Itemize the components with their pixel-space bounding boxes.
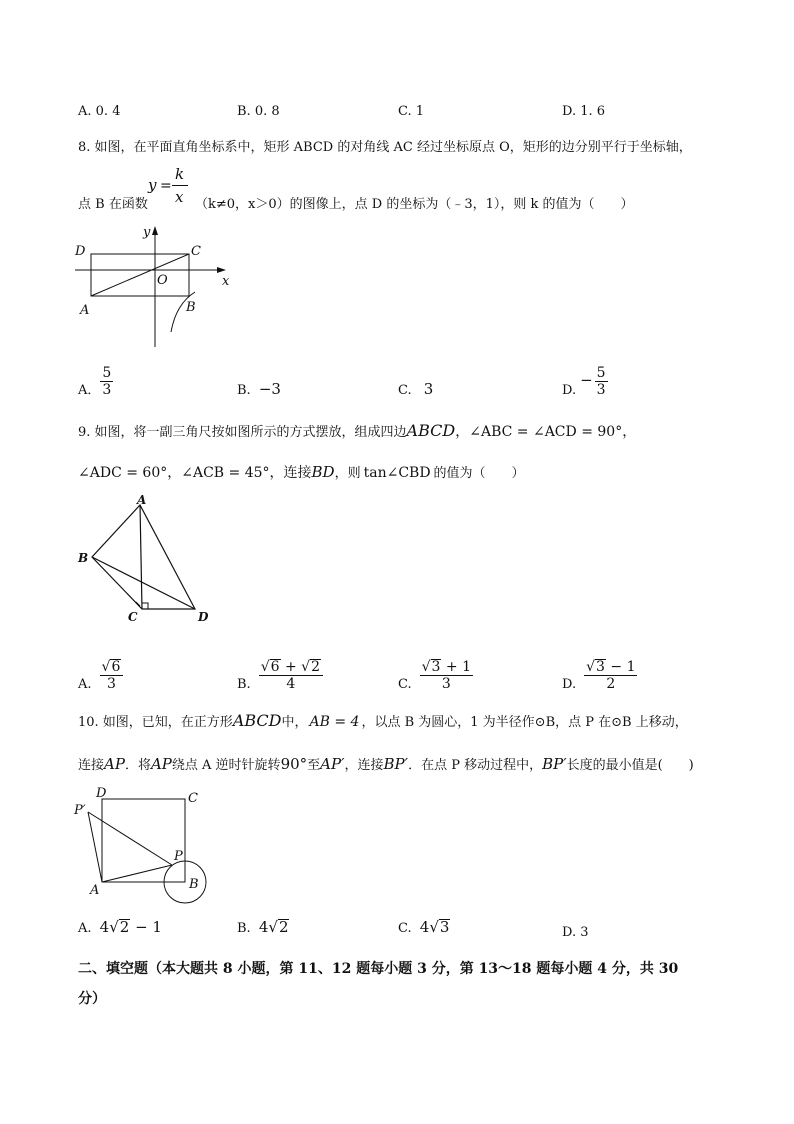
- q10-option-b-radicand: 2: [278, 918, 289, 936]
- q8-option-d-num: 5: [596, 365, 606, 381]
- q9-angle-values: ∠ADC = 60°，∠ACB = 45°，连接: [78, 465, 312, 481]
- q9-option-a-den: 3: [106, 676, 116, 692]
- q9-option-c-den: 3: [441, 676, 451, 692]
- q7-option-c: C. 1: [398, 104, 425, 119]
- q10-segment-ap: AP: [104, 755, 125, 773]
- q10-stem-intro: 10. 如图，已知，在正方形: [78, 715, 233, 730]
- q9-diagonal-ac: [140, 505, 142, 609]
- q8-func-y: y: [148, 176, 157, 194]
- q9-option-d-tail: − 1: [605, 659, 636, 675]
- q8-option-a-num: 5: [102, 365, 112, 381]
- q8-option-a: [78, 360, 113, 398]
- q9-stem-line1-text: 9. 如图，将一副三角尺按如图所示的方式摆放，组成四边: [78, 425, 407, 440]
- q9-quad-name: ABCD: [406, 421, 456, 440]
- q10-option-b-prefix: B.: [237, 921, 251, 936]
- q9-option-b-plus: +: [280, 659, 302, 675]
- q10-option-d: D. 3: [562, 925, 589, 940]
- q10-segment-bpp-2: BP′: [542, 755, 567, 773]
- q8-option-d-sign: −: [580, 371, 593, 389]
- q10-label-p: P: [174, 849, 183, 864]
- q9-stem-then: ，则: [334, 466, 361, 481]
- q10-option-c-coef: 4: [419, 918, 430, 936]
- q10-figure: [70, 782, 220, 904]
- q10-square: [102, 799, 185, 882]
- q9-right-angle-c: [142, 603, 148, 609]
- q10-option-a-radicand: 2: [119, 918, 130, 936]
- q8-option-a-den: 3: [102, 382, 112, 398]
- q9-label-a: A: [137, 495, 147, 507]
- q9-option-d-den: 2: [606, 676, 616, 692]
- q8-x-arrow: [217, 267, 226, 273]
- section2-heading-line1: 二、填空题（本大题共 8 小题，第 11、12 题每小题 3 分，第 13～18 题每小题 4 分，共 30: [78, 961, 679, 977]
- q8-option-b-prefix: B.: [237, 383, 251, 398]
- q9-option-a-prefix: A.: [78, 677, 92, 692]
- q8-diagonal-ac: [91, 254, 189, 296]
- q9-option-b-prefix: B.: [237, 677, 251, 692]
- q9-option-b-radicand-2: 2: [311, 659, 321, 675]
- q9-option-c: C. $\frac{√3 + 1}{3}$: [398, 659, 472, 692]
- q9-option-d-prefix: D.: [562, 677, 577, 692]
- q10-stem-connect: 连接: [78, 758, 105, 773]
- q8-option-c-value: 3: [423, 380, 434, 398]
- q10-stem-rotate: ．将: [124, 758, 151, 773]
- q10-option-a: A. 4√2 − 1: [78, 918, 162, 936]
- q10-segment-ap-line: [102, 865, 172, 882]
- q8-option-b: [237, 380, 281, 398]
- q8-option-d-prefix: D.: [562, 383, 577, 398]
- q9-figure: [70, 495, 220, 627]
- q10-option-a-tail: − 1: [130, 918, 162, 936]
- q10-segment-bpp: BP′: [383, 755, 409, 773]
- q10-square-name: ABCD: [232, 711, 282, 730]
- q8-figure: [70, 222, 240, 350]
- q10-segment-ap-2: AP: [150, 755, 172, 773]
- q8-option-d-den: 3: [596, 382, 606, 398]
- q8-func-k: k: [175, 165, 185, 183]
- q9-option-c-prefix: C.: [398, 677, 412, 692]
- q10-option-a-coef: 4: [99, 918, 110, 936]
- q9-option-b-radicand-1: 6: [270, 659, 280, 675]
- q8-label-a: A: [80, 303, 90, 318]
- q9-option-d-radicand: 3: [596, 659, 605, 675]
- q8-stem-line2-b: （k≠0，x＞0）的图像上，点 D 的坐标为（﹣3，1），则 k 的值为（ ）: [195, 197, 634, 212]
- q10-option-c-prefix: C.: [398, 921, 412, 936]
- q7-option-a: A. 0. 4: [78, 104, 121, 119]
- q10-label-d: D: [96, 786, 107, 801]
- q8-label-x: x: [222, 274, 230, 289]
- q8-label-b: B: [186, 300, 196, 315]
- q9-option-a: A. $\frac{√6}{3}$: [78, 648, 123, 692]
- q10-stem-min: 长度的最小值是( ): [566, 758, 694, 773]
- q10-option-c: C. 4√3: [398, 918, 450, 936]
- q10-ab-length: AB = 4: [309, 714, 360, 730]
- q10-stem-line2: [78, 754, 694, 773]
- q8-option-c: [398, 380, 433, 398]
- q9-option-b-den: 4: [286, 676, 296, 692]
- q8-label-o: O: [157, 273, 168, 288]
- q8-option-c-prefix: C.: [398, 383, 412, 398]
- q9-diagonal-bd: [92, 557, 195, 609]
- q9-option-d: D. $\frac{√3 - 1}{2}$: [562, 659, 636, 692]
- q8-stem-line1: 8. 如图，在平面直角坐标系中，矩形 ABCD 的对角线 AC 经过坐标原点 O，矩形的边分别平行于坐标轴，: [78, 140, 692, 155]
- q8-label-c: C: [191, 244, 201, 259]
- q10-stem-moving: ．在点 P 移动过程中，: [408, 758, 543, 773]
- q8-stem-line2-a: 点 B 在函数: [78, 197, 148, 212]
- q10-label-a: A: [90, 883, 100, 898]
- q9-stem-line1: [78, 421, 636, 441]
- q9-angle-condition: ，∠ABC = ∠ACD = 90°，: [455, 424, 637, 440]
- q10-option-b-coef: 4: [258, 918, 269, 936]
- q10-option-c-radicand: 3: [439, 918, 450, 936]
- q10-stem-in: 中，: [281, 715, 308, 730]
- q9-label-d: D: [198, 610, 209, 624]
- q9-quadrilateral: [92, 505, 195, 609]
- q8-option-d: [562, 360, 608, 398]
- q7-option-d: D. 1. 6: [562, 104, 606, 119]
- section2-heading-line2: 分）: [78, 991, 106, 1007]
- q10-stem-around: 绕点 A 逆时针旋转: [171, 758, 281, 773]
- q10-option-b: B. 4√2: [237, 918, 289, 936]
- q10-stem-circle: ，以点 B 为圆心，1 为半径作⊙B，点 P 在⊙B 上移动，: [361, 715, 688, 730]
- q9-option-c-radicand: 3: [431, 659, 441, 675]
- q8-func-bar: [172, 185, 188, 186]
- q8-label-y: y: [143, 225, 151, 240]
- q10-stem-join: ，连接: [344, 758, 384, 773]
- q9-option-b: B. $\frac{√6 + √2}{4}$: [237, 648, 323, 692]
- q9-label-c: C: [128, 610, 138, 624]
- q10-stem-to: 至: [307, 758, 321, 773]
- q9-stem-end: 的值为（ ）: [433, 466, 525, 481]
- q9-option-a-radicand: 6: [111, 659, 121, 675]
- q9-segment-bd: BD: [311, 463, 335, 481]
- q8-label-d: D: [75, 244, 86, 259]
- q8-func-eq: =: [160, 178, 172, 194]
- q10-rotation-angle: 90°: [280, 755, 308, 773]
- q10-stem-line1: [78, 711, 688, 730]
- q9-tan-cbd: tan∠CBD: [363, 465, 431, 481]
- q10-option-a-prefix: A.: [78, 921, 92, 936]
- q10-segment-app: AP′: [320, 755, 345, 773]
- q8-option-a-prefix: A．: [78, 383, 101, 398]
- q10-label-b: B: [189, 877, 199, 892]
- q9-option-c-tail: + 1: [441, 659, 472, 675]
- q10-label-c: C: [188, 791, 198, 806]
- q8-func-x: x: [175, 188, 184, 206]
- q9-label-b: B: [78, 551, 89, 565]
- q9-stem-line2: [78, 462, 525, 482]
- q10-segment-pp-line: [88, 812, 172, 865]
- q7-option-b: B. 0. 8: [237, 104, 280, 119]
- q10-segment-app-line: [88, 812, 102, 882]
- q8-option-b-value: −3: [258, 380, 281, 398]
- q10-label-p-prime: P′: [74, 803, 86, 818]
- q8-y-arrow: [152, 226, 158, 235]
